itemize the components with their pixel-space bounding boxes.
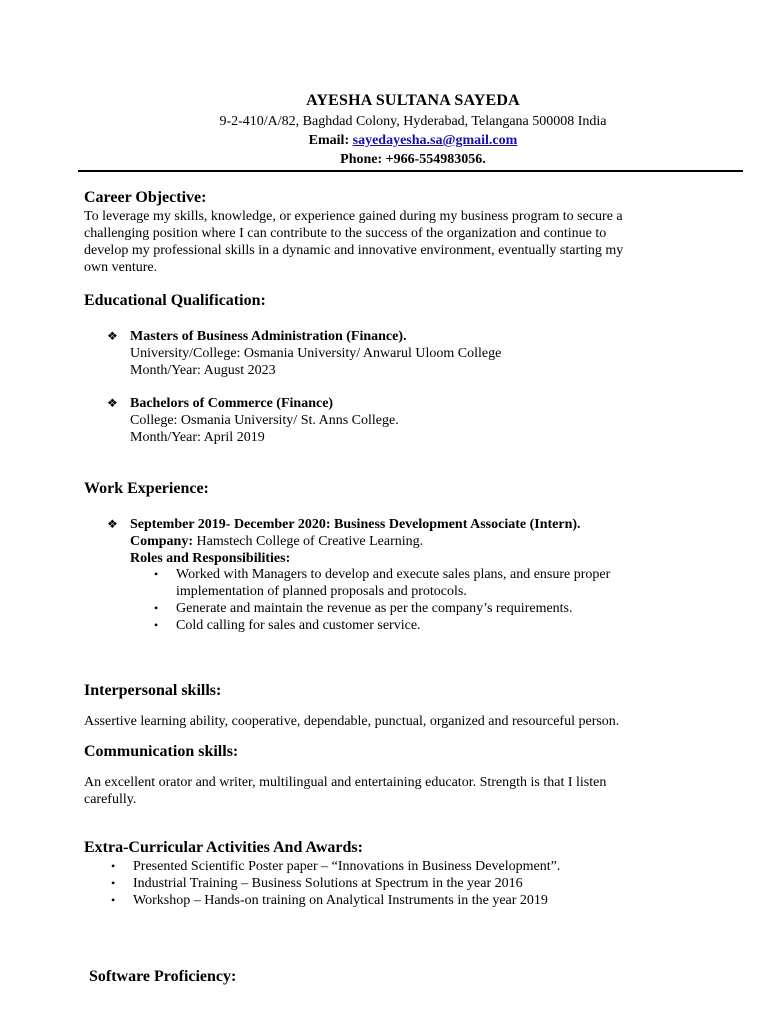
bullet-icon: • bbox=[154, 618, 159, 632]
degree-date: Month/Year: April 2019 bbox=[130, 430, 265, 445]
education-heading: Educational Qualification: bbox=[84, 292, 266, 309]
roles-list bbox=[154, 566, 676, 634]
company-line bbox=[130, 533, 581, 550]
career-line: To leverage my skills, knowledge, or experience gained during my business program to secure a bbox=[84, 209, 623, 224]
email-label: Email: bbox=[308, 133, 350, 148]
career-line: own venture. bbox=[84, 260, 158, 275]
communication-heading: Communication skills: bbox=[84, 743, 239, 760]
degree-title: Masters of Business Administration (Finance). bbox=[130, 329, 407, 344]
company-name: Hamstech College of Creative Learning. bbox=[193, 534, 424, 549]
bullet-icon: • bbox=[111, 876, 116, 890]
header-divider bbox=[78, 170, 743, 172]
career-line: challenging position where I can contribute to the success of the organization and continue to bbox=[84, 226, 607, 241]
address: 9-2-410/A/82, Baghdad Colony, Hyderabad, Telangana 500008 India bbox=[219, 114, 607, 129]
career-line: develop my professional skills in a dynamic and innovative environment, eventually starting my bbox=[84, 243, 624, 258]
extra-curricular-heading: Extra-Curricular Activities And Awards: bbox=[84, 839, 363, 856]
interpersonal-text: Assertive learning ability, cooperative, dependable, punctual, organized and resourceful person. bbox=[84, 714, 620, 729]
bullet-icon: • bbox=[111, 893, 116, 907]
diamond-bullet-icon: ❖ bbox=[107, 396, 118, 410]
bullet-icon: • bbox=[111, 859, 116, 873]
company-label: Company: bbox=[130, 534, 194, 549]
degree-institution: College: Osmania University/ St. Anns College. bbox=[130, 413, 399, 428]
degree-institution: University/College: Osmania University/ Anwarul Uloom College bbox=[130, 346, 502, 361]
extra-curricular-list bbox=[111, 858, 693, 909]
software-heading: Software Proficiency: bbox=[89, 968, 237, 985]
list-item: • Industrial Training – Business Solutions at Spectrum in the year 2016 bbox=[111, 876, 523, 891]
list-item: • Generate and maintain the revenue as per the company’s requirements. bbox=[154, 601, 573, 616]
candidate-name: AYESHA SULTANA SAYEDA bbox=[306, 92, 520, 109]
list-item: • Workshop – Hands-on training on Analytical Instruments in the year 2019 bbox=[111, 893, 548, 908]
roles-label: Roles and Responsibilities: bbox=[130, 551, 291, 566]
career-objective-text bbox=[84, 208, 694, 276]
communication-text: An excellent orator and writer, multilingual and entertaining educator. Strength is that I listen carefully. bbox=[84, 775, 607, 807]
list-item: • Presented Scientific Poster paper – “Innovations in Business Development”. bbox=[111, 859, 561, 874]
work-experience-heading: Work Experience: bbox=[84, 480, 209, 497]
career-objective-heading: Career Objective: bbox=[84, 189, 207, 206]
bullet-icon: • bbox=[154, 567, 159, 581]
email-line bbox=[0, 133, 768, 149]
list-item: • Worked with Managers to develop and execute sales plans, and ensure proper implementation of planned proposals and protocols. bbox=[154, 567, 611, 599]
degree-date: Month/Year: August 2023 bbox=[130, 363, 276, 378]
diamond-bullet-icon: ❖ bbox=[107, 517, 118, 531]
phone-line: Phone: +966-554983056. bbox=[340, 152, 486, 167]
degree-title: Bachelors of Commerce (Finance) bbox=[130, 396, 334, 411]
interpersonal-heading: Interpersonal skills: bbox=[84, 682, 222, 699]
list-item: • Cold calling for sales and customer service. bbox=[154, 618, 421, 633]
bullet-icon: • bbox=[154, 601, 159, 615]
diamond-bullet-icon: ❖ bbox=[107, 329, 118, 343]
job-title: September 2019- December 2020: Business Development Associate (Intern). bbox=[130, 517, 581, 532]
email-link[interactable]: sayedayesha.sa@gmail.com bbox=[352, 133, 518, 148]
